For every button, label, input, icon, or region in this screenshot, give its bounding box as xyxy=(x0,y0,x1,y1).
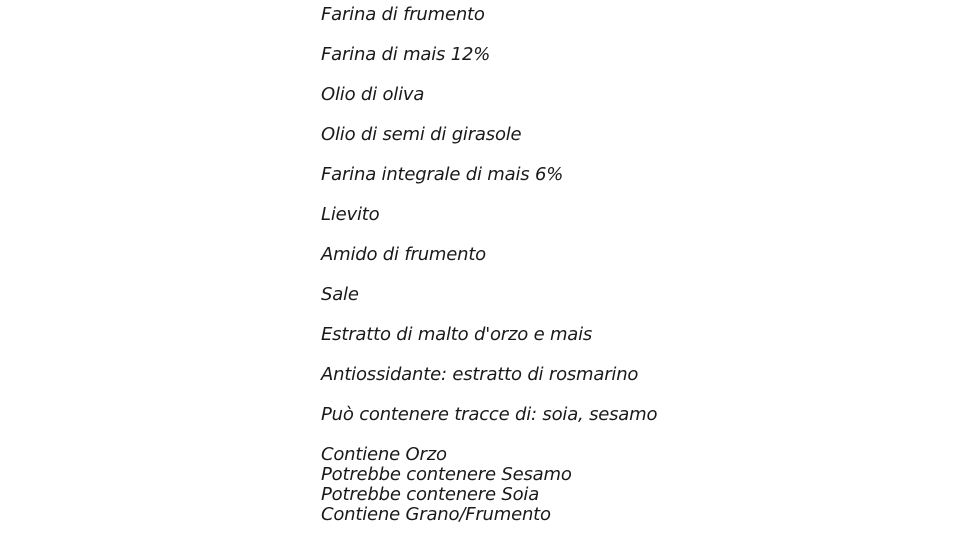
allergen-item: Potrebbe contenere Sesamo xyxy=(321,464,572,485)
allergen-item: Contiene Orzo xyxy=(321,444,447,465)
ingredient-item: Antiossidante: estratto di rosmarino xyxy=(321,364,639,385)
ingredient-item: Farina integrale di mais 6% xyxy=(321,164,564,185)
ingredient-item: Lievito xyxy=(321,204,380,225)
ingredient-item: Estratto di malto d'orzo e mais xyxy=(321,324,593,345)
allergen-list xyxy=(321,445,572,525)
ingredient-item: Olio di semi di girasole xyxy=(321,124,522,145)
ingredients-list xyxy=(321,5,657,445)
allergen-item: Contiene Grano/Frumento xyxy=(321,504,551,525)
ingredient-item: Olio di oliva xyxy=(321,84,425,105)
ingredient-item: Farina di frumento xyxy=(321,4,485,25)
ingredient-item: Sale xyxy=(321,284,359,305)
ingredient-item: Può contenere tracce di: soia, sesamo xyxy=(321,404,658,425)
allergen-item: Potrebbe contenere Soia xyxy=(321,484,540,505)
ingredient-item: Farina di mais 12% xyxy=(321,44,491,65)
ingredient-item: Amido di frumento xyxy=(321,244,486,265)
